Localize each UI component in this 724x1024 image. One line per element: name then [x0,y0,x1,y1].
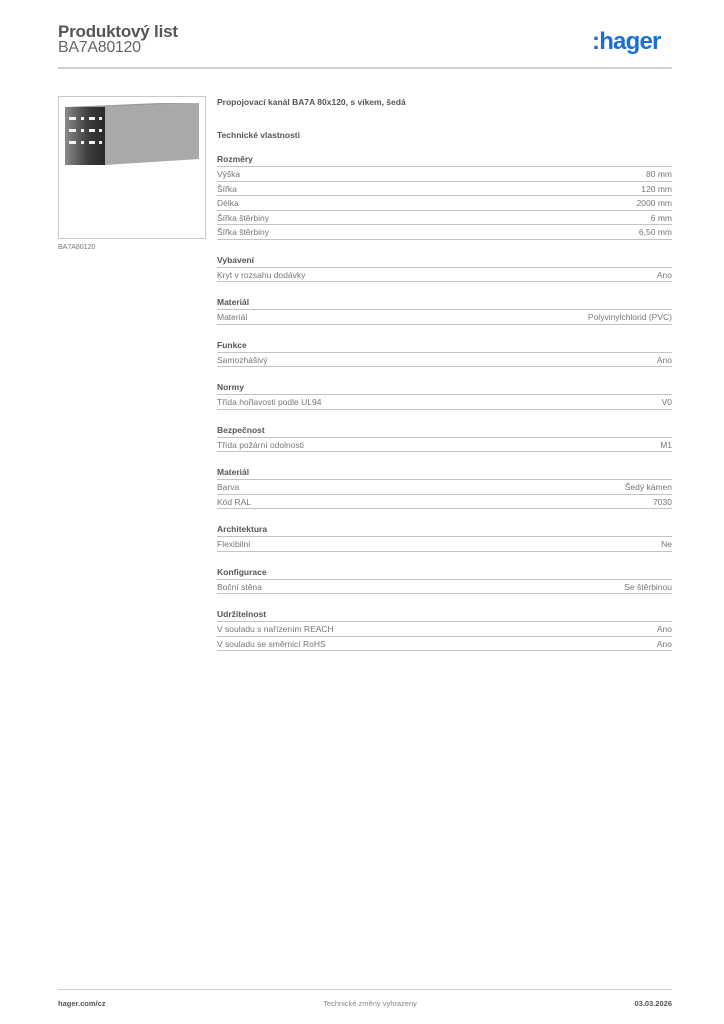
group-title: Udržitelnost [217,608,672,622]
group-title: Vybavení [217,254,672,268]
spec-sheet [217,96,672,651]
spec-groups [217,153,672,651]
spec-label: Kód RAL [217,496,252,507]
spec-value: 2000 mm [636,198,672,208]
group-title: Rozměry [217,153,672,167]
spec-group [217,424,672,453]
group-title: Normy [217,381,672,395]
spec-value: 80 mm [646,169,672,179]
spec-row [217,225,672,240]
spec-group [217,566,672,595]
spec-value: Šedý kámen [624,482,672,492]
section-title: Technické vlastnosti [217,130,300,140]
spec-label: Kryt v rozsahu dodávky [217,269,306,280]
spec-label: Barva [217,482,240,492]
spec-row [217,495,672,510]
spec-row [217,480,672,495]
group-title: Funkce [217,339,672,353]
group-title: Konfigurace [217,566,672,580]
spec-value: Ano [656,624,672,634]
spec-group [217,608,672,651]
spec-row [217,310,672,325]
group-title: Architektura [217,523,672,537]
spec-value: V0 [661,397,672,407]
spec-value: Ano [656,269,672,280]
spec-row [217,438,672,453]
spec-row [217,395,672,410]
spec-label: Délka [217,198,239,208]
spec-row [217,182,672,197]
spec-value: Polyvinylchlorid (PVC) [587,312,672,322]
header-divider [58,67,672,69]
spec-value: M1 [660,439,672,450]
spec-label: Šířka štěrbiny [217,212,269,223]
product-code: BA7A80120 [58,39,141,56]
spec-label: Materiál [217,312,248,322]
footer-website: hager.com/cz [58,999,106,1008]
product-name: Propojovací kanál BA7A 80x120, s víkem, šedá [217,97,406,107]
spec-label: Třída hořlavosti podle UL94 [217,397,322,407]
spec-label: V souladu se směrnicí RoHS [217,638,326,649]
footer [58,999,672,1008]
spec-row [217,211,672,226]
spec-value: 120 mm [641,183,672,194]
spec-group [217,523,672,552]
spec-value: Ano [656,354,672,365]
spec-row [217,580,672,595]
page-title: Produktový list [58,22,178,41]
spec-value: 6,50 mm [638,227,672,237]
image-caption: BA7A80120 [58,244,96,251]
spec-row [217,268,672,283]
footer-date: 03.03.2026 [634,999,672,1008]
spec-group [217,381,672,410]
spec-group [217,339,672,368]
spec-value: 6 mm [650,212,672,223]
spec-label: Flexibilní [217,539,251,549]
spec-value: Ano [656,638,672,649]
spec-label: Šířka [217,183,237,194]
group-title: Materiál [217,296,672,310]
spec-label: V souladu s nařízením REACH [217,624,334,634]
cable-duct-image [59,97,205,238]
group-title: Materiál [217,466,672,480]
spec-label: Samozhášivý [217,354,268,365]
footer-divider [58,989,672,990]
spec-group [217,466,672,509]
spec-group [217,296,672,325]
spec-label: Šířka štěrbiny [217,227,269,237]
spec-group [217,153,672,240]
spec-row [217,353,672,368]
spec-label: Výška [217,169,241,179]
spec-row [217,622,672,637]
spec-row [217,196,672,211]
spec-row [217,167,672,182]
spec-value: 7030 [653,496,672,507]
spec-label: Boční stěna [217,581,262,592]
spec-value: Ne [661,539,672,549]
footer-note: Technické změny vyhrazeny [323,999,417,1008]
spec-value: Se štěrbinou [624,581,672,592]
spec-row [217,537,672,552]
spec-row [217,637,672,652]
spec-group [217,254,672,283]
hager-logo: :hager [592,28,661,55]
group-title: Bezpečnost [217,424,672,438]
spec-label: Třída požární odolnosti [217,439,304,450]
product-image [58,96,206,239]
